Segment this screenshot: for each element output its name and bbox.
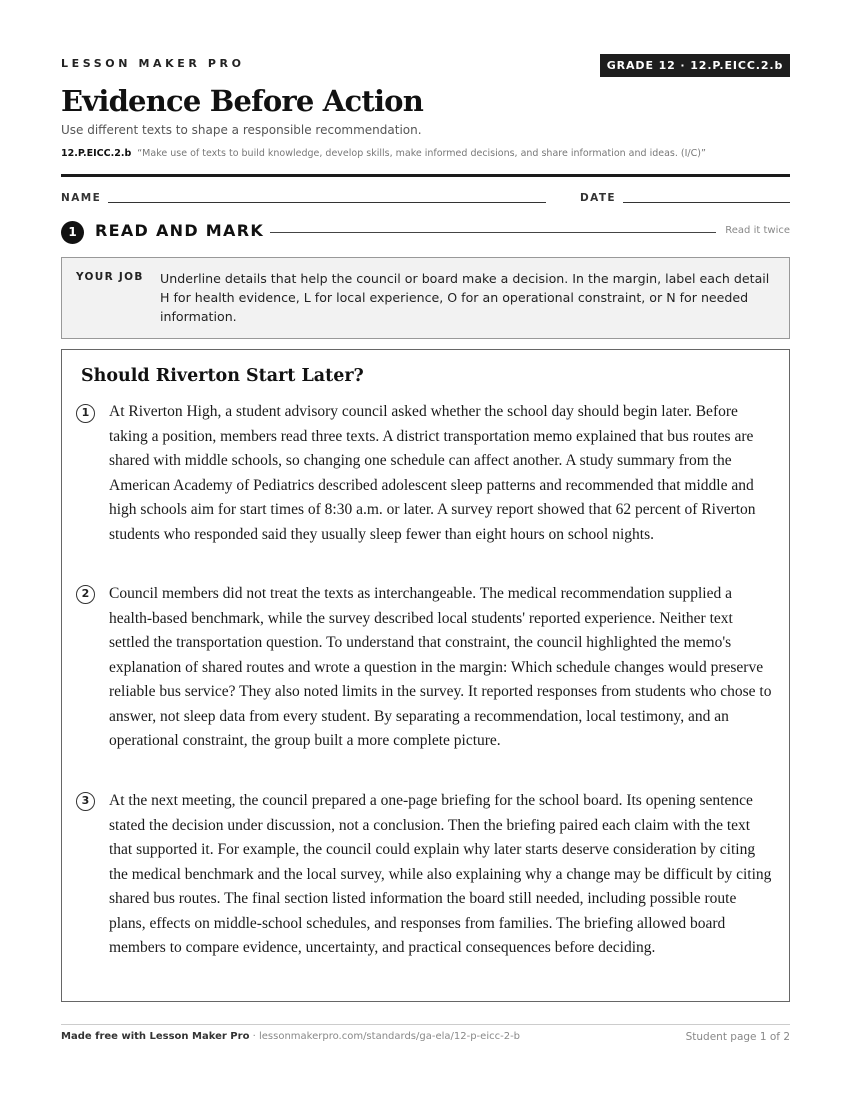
name-label: NAME	[61, 192, 102, 204]
paragraph-2: Council members did not treat the texts as interchangeable. The medical recommendation supplied a health-based benchmark, while the survey described local students' reported experience. Neither text settled the transportation question. To understand that constraint, the council highlighted the memo's explanation of shared routes and wrote a question in the margin: Which schedule changes would preserve reliable bus service? They also noted limits in the survey. It reported responses from students who chose to answer, not sleep data from every student. By separating a recommendation, local testimony, and an operational constraint, the group built a more complete picture.	[109, 585, 772, 749]
section-number-badge: 1	[61, 221, 84, 244]
date-label: DATE	[580, 192, 616, 204]
paragraph-number: 2	[76, 585, 95, 604]
date-field[interactable]	[623, 202, 790, 203]
footer-credit	[61, 1031, 520, 1042]
name-field[interactable]	[108, 202, 546, 203]
footer-url: · lessonmakerpro.com/standards/ga-ela/12-p-eicc-2-b	[249, 1031, 521, 1042]
section-hint: Read it twice	[725, 225, 790, 236]
page-subtitle: Use different texts to shape a responsible recommendation.	[61, 123, 422, 137]
paragraph-number: 1	[76, 404, 95, 423]
job-text: Underline details that help the council or board make a decision. In the margin, label each detail H for health evidence, L for local experience, O for an operational constraint, or N for needed information.	[160, 271, 770, 324]
page-title: Evidence Before Action	[61, 84, 423, 118]
header-divider	[61, 174, 790, 177]
job-label: YOUR JOB	[76, 271, 144, 283]
section-title: READ AND MARK	[95, 221, 265, 240]
standard-line	[61, 148, 706, 159]
passage-title: Should Riverton Start Later?	[81, 366, 364, 386]
job-instructions-box	[61, 257, 790, 339]
footer-divider	[61, 1024, 790, 1025]
paragraph-3: At the next meeting, the council prepared a one-page briefing for the school board. Its opening sentence stated the decision under discussion, not a conclusion. Then the briefing paired each claim with the text that supported it. For example, the council could explain why later starts deserve consideration by citing the medical benchmark and the local survey, while also explaining why a change may be difficult by citing shared bus routes. The final section listed information the board still needed, including possible route plans, effects on middle-school schedules, and responses from families. The briefing allowed board members to compare evidence, uncertainty, and practical consequences before deciding.	[109, 792, 772, 956]
page-indicator: Student page 1 of 2	[685, 1031, 790, 1043]
standard-text: “Make use of texts to build knowledge, develop skills, make informed decisions, and share information and ideas. (I/C)”	[137, 148, 706, 159]
paragraph-1: At Riverton High, a student advisory council asked whether the school day should begin later. Before taking a position, members read three texts. A district transportation memo explained that bus routes are shared with middle schools, so changing one schedule can affect another. A study summary from the American Academy of Pediatrics described adolescent sleep patterns and recommended that middle and high schools aim for start times of 8:30 a.m. or later. A survey report showed that 62 percent of Riverton students who responded said they usually sleep fewer than eight hours on school nights.	[109, 403, 756, 543]
section-divider	[270, 232, 716, 233]
reading-passage	[61, 349, 790, 1002]
grade-badge: GRADE 12 · 12.P.EICC.2.b	[600, 54, 790, 77]
paragraph-number: 3	[76, 792, 95, 811]
standard-code: 12.P.EICC.2.b	[61, 148, 132, 159]
brand-name: LESSON MAKER PRO	[61, 57, 245, 70]
footer-made-with: Made free with Lesson Maker Pro	[61, 1031, 250, 1042]
